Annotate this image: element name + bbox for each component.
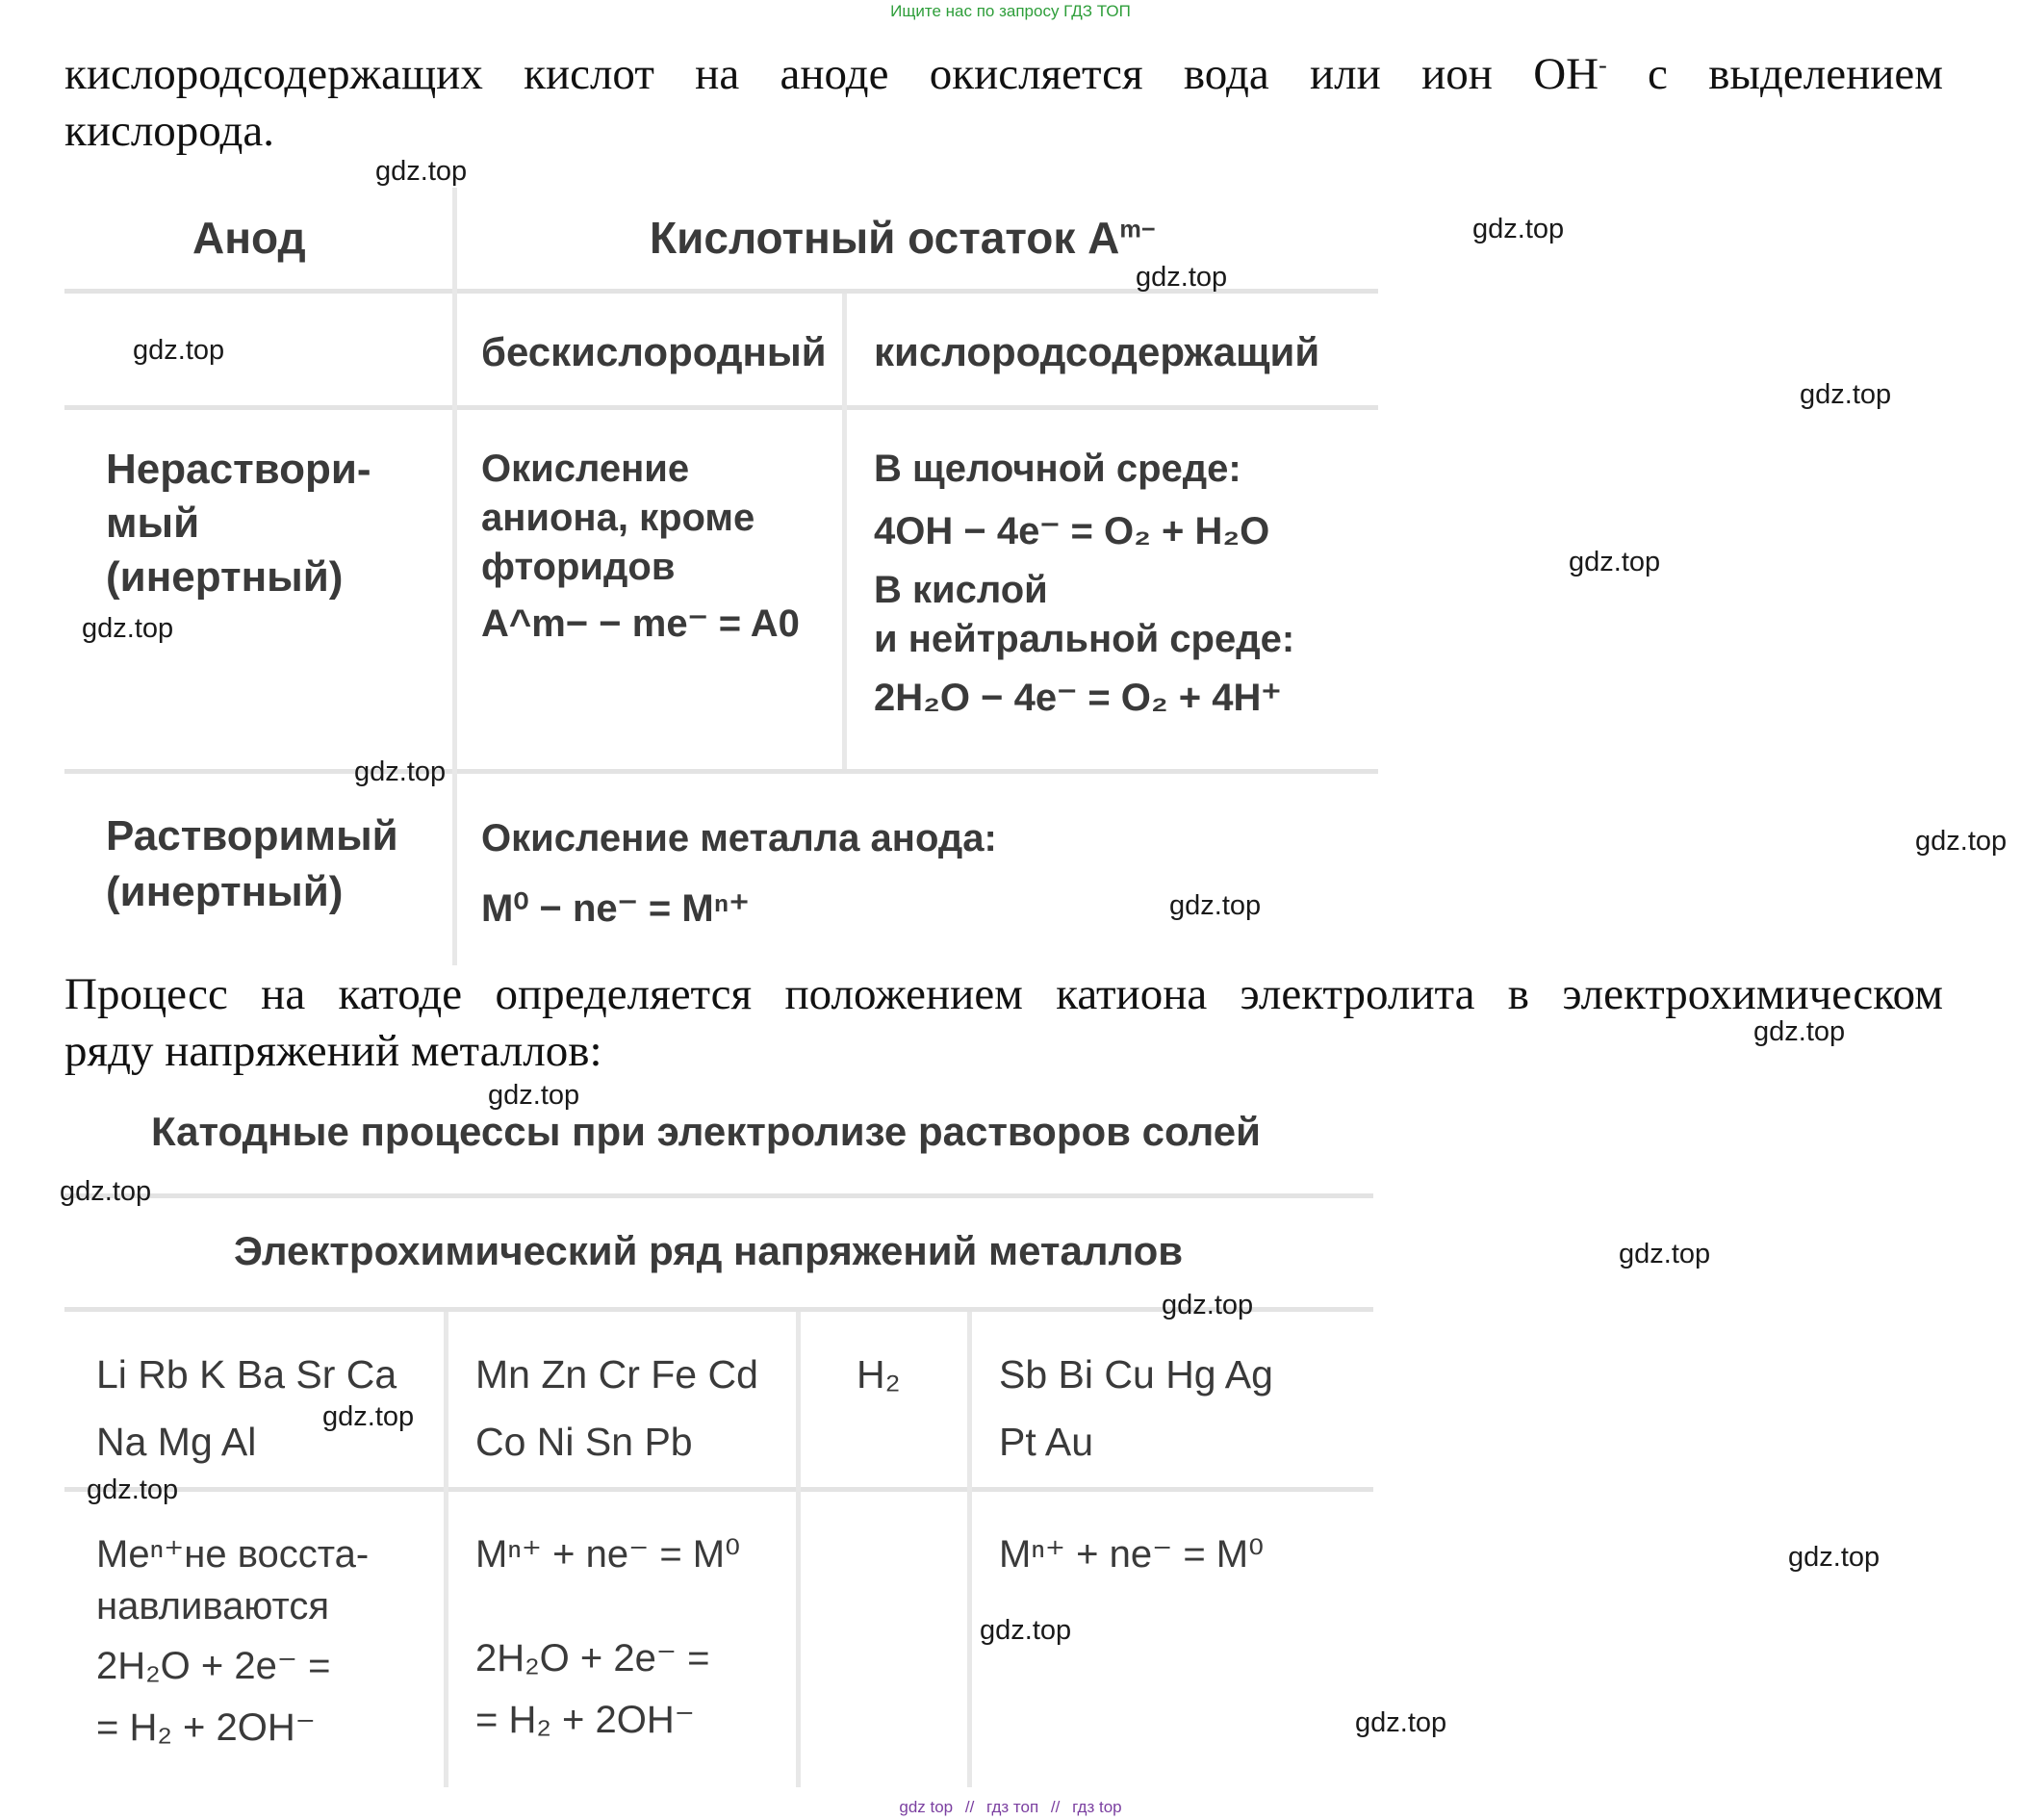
- intro-line2: кислорода.: [64, 106, 274, 156]
- col-anode-header: Анод: [192, 213, 306, 263]
- col-residue-charge: m−: [1119, 216, 1156, 244]
- process-formula: Mⁿ⁺ + ne⁻ = M⁰: [475, 1533, 741, 1576]
- watermark: gdz.top: [87, 1474, 179, 1505]
- watermark: gdz.top: [1788, 1542, 1880, 1573]
- cathode-table-title: Катодные процессы при электролизе растворов солей: [151, 1109, 1261, 1154]
- oh-charge: -: [1599, 50, 1607, 79]
- alkaline-caption: В щелочной среде:: [874, 448, 1241, 490]
- metal-oxidation-text: Окисление металла анода:: [481, 817, 997, 859]
- cathode-line2: ряду напряжений металлов:: [64, 1026, 602, 1076]
- row-insoluble-label: [106, 443, 371, 604]
- watermark: gdz.top: [354, 756, 447, 787]
- watermark: gdz.top: [1136, 262, 1228, 293]
- series-subtitle: Электрохимический ряд напряжений металлов: [234, 1228, 1184, 1273]
- cathode-line1: Процесс на катоде определяется положением катиона электролита в электрохимическом: [64, 969, 1943, 1019]
- watermark: gdz.top: [133, 335, 225, 366]
- process-formula: = H₂ + 2OH⁻: [96, 1706, 316, 1749]
- alkaline-formula: 4OH − 4e⁻ = O₂ + H₂O: [874, 510, 1270, 552]
- process-formula: 2H₂O + 2e⁻ =: [96, 1645, 331, 1687]
- label-line: Нераствори-: [106, 446, 371, 493]
- series-line: Li Rb K Ba Sr Ca: [96, 1352, 397, 1397]
- series-line: Co Ni Sn Pb: [475, 1420, 693, 1464]
- watermark: gdz.top: [60, 1176, 152, 1207]
- cathode-process-active: [96, 1528, 369, 1754]
- col-residue-text: Кислотный остаток A: [650, 213, 1120, 263]
- process-line: навливаются: [96, 1585, 330, 1628]
- text-line: фторидов: [481, 546, 676, 588]
- process-formula: 2H₂O + 2e⁻ =: [475, 1637, 710, 1679]
- watermark: gdz.top: [1355, 1707, 1447, 1738]
- acid-formula: 2H₂O − 4e⁻ = O₂ + 4H⁺: [874, 677, 1282, 719]
- watermark: gdz.top: [1619, 1239, 1711, 1269]
- footer-link-gdz-top[interactable]: gdz top: [899, 1798, 954, 1816]
- cathode-paragraph: [64, 966, 1943, 1080]
- series-line: Pt Au: [999, 1420, 1094, 1464]
- footer-link-gdz-top-ru[interactable]: гдз топ: [986, 1798, 1039, 1816]
- row-insoluble-oxygenless: [481, 445, 800, 649]
- series-group-medium: [475, 1341, 758, 1475]
- watermark: gdz.top: [1162, 1290, 1254, 1320]
- text-line: Окисление: [481, 448, 690, 490]
- watermark: gdz.top: [488, 1080, 580, 1111]
- sub-oxygenless: бескислородный: [481, 329, 827, 374]
- acid-caption: и нейтральной среде:: [874, 618, 1295, 660]
- acid-caption: В кислой: [874, 569, 1048, 611]
- intro-line1-text: кислородсодержащих кислот на аноде окисляется вода или ион OH: [64, 49, 1599, 99]
- series-line: Mn Zn Cr Fe Cd: [475, 1352, 758, 1397]
- footer-separator: //: [1050, 1798, 1061, 1816]
- watermark: gdz.top: [1569, 547, 1661, 577]
- footer-separator: //: [964, 1798, 975, 1816]
- label-line: мый: [106, 500, 200, 547]
- series-line: Na Mg Al: [96, 1420, 257, 1464]
- label-line: Растворимый: [106, 812, 398, 859]
- watermark: gdz.top: [82, 613, 174, 644]
- watermark: gdz.top: [1472, 214, 1565, 244]
- label-line: (инертный): [106, 868, 344, 915]
- cathode-process-noble: Mⁿ⁺ + ne⁻ = M⁰: [999, 1533, 1265, 1576]
- metal-oxidation-formula: M⁰ − ne⁻ = Mⁿ⁺: [481, 887, 750, 930]
- watermark: gdz.top: [980, 1615, 1072, 1646]
- label-line: (инертный): [106, 553, 344, 601]
- watermark: gdz.top: [1800, 379, 1892, 410]
- top-search-hint[interactable]: Ищите нас по запросу ГДЗ ТОП: [890, 2, 1131, 20]
- row-soluble-label: [106, 808, 398, 920]
- anion-oxidation-formula: A^m− − me⁻ = A0: [481, 602, 800, 645]
- process-formula: = H₂ + 2OH⁻: [475, 1699, 695, 1741]
- watermark: gdz.top: [1169, 890, 1262, 921]
- footer-links: [0, 1798, 2021, 1817]
- process-line: Meⁿ⁺не восста-: [96, 1533, 370, 1576]
- watermark: gdz.top: [322, 1401, 415, 1432]
- row-soluble-content: [481, 814, 997, 934]
- col-residue-header: [650, 212, 1156, 264]
- series-hydrogen: H₂: [857, 1352, 901, 1397]
- row-insoluble-oxygen: [874, 445, 1294, 723]
- series-line: Sb Bi Cu Hg Ag: [999, 1352, 1273, 1397]
- intro-line1-tail: с выделением: [1606, 49, 1943, 99]
- footer-link-gdz-top-mixed[interactable]: гдз top: [1072, 1798, 1122, 1816]
- cathode-process-medium: [475, 1528, 740, 1746]
- watermark: gdz.top: [375, 156, 468, 187]
- text-line: аниона, кроме: [481, 497, 755, 539]
- watermark: gdz.top: [1753, 1016, 1846, 1047]
- watermark: gdz.top: [1915, 826, 2008, 857]
- sub-oxygen: кислородсодержащий: [874, 329, 1320, 374]
- series-group-noble: [999, 1341, 1273, 1475]
- intro-paragraph: [64, 46, 1943, 160]
